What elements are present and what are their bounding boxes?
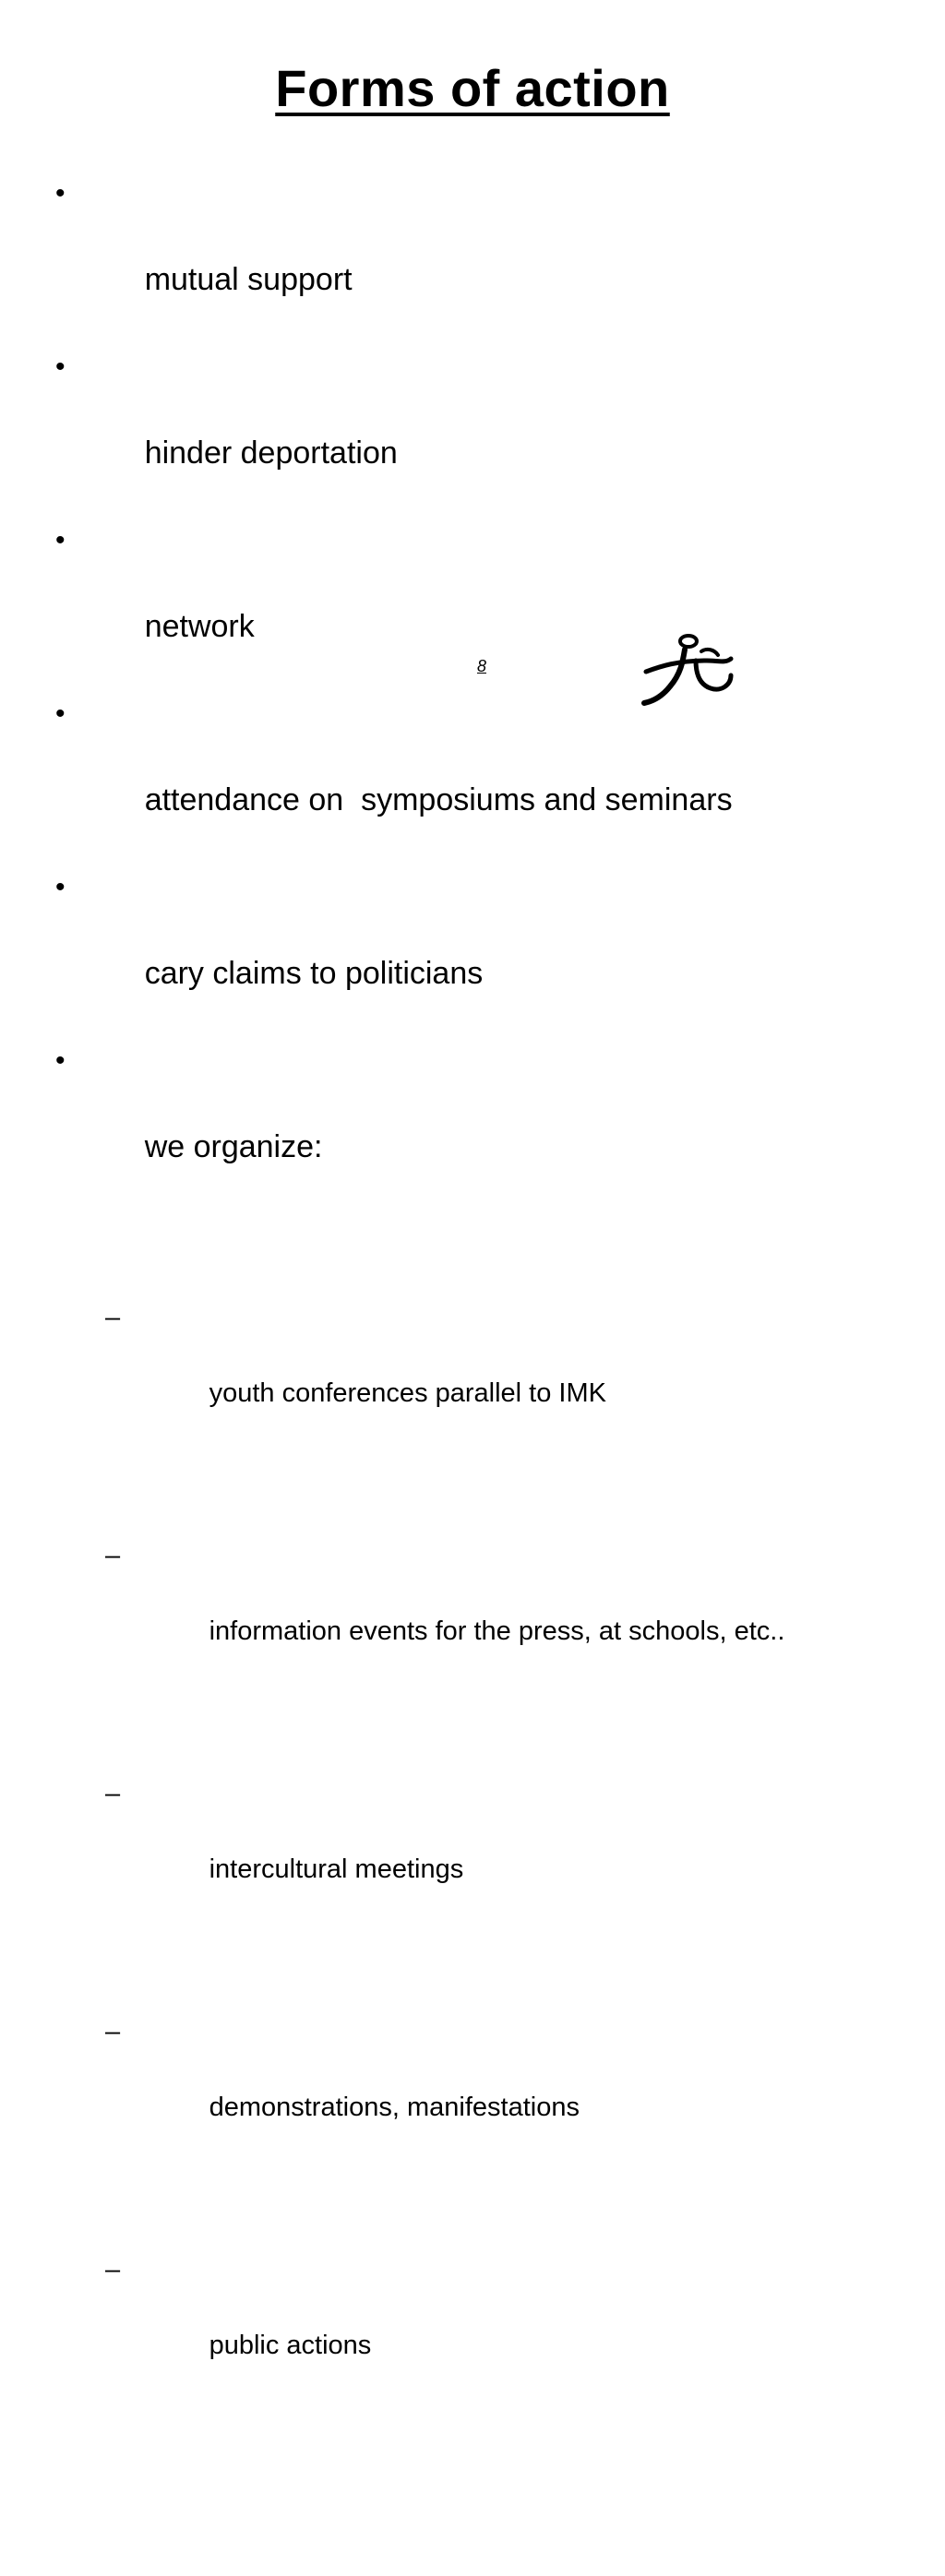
bullet-marker: •	[55, 1045, 66, 1076]
bullet-marker: •	[55, 872, 66, 902]
dash-marker: –	[105, 1779, 121, 1808]
bullet-text: mutual support	[144, 262, 353, 297]
jog-logo-icon	[642, 633, 910, 707]
sub-bullet-text: intercultural meetings	[209, 1854, 464, 1884]
dash-marker: –	[105, 1541, 121, 1570]
list-item	[54, 172, 784, 345]
bullet-text: network	[144, 609, 255, 644]
bullet-text: attendance on symposiums and seminars	[144, 782, 733, 817]
bullet-text: cary claims to politicians	[144, 956, 484, 991]
page-number: 8	[476, 657, 486, 675]
dash-marker: –	[105, 2255, 121, 2284]
dash-marker: –	[105, 2017, 121, 2046]
list-item	[54, 1039, 784, 2576]
list-item	[54, 345, 784, 519]
sub-list-item	[54, 2251, 784, 2403]
slide-title-text: Forms of action	[275, 59, 670, 117]
sub-list-item	[54, 2013, 784, 2165]
sub-bullet-text: public actions	[209, 2331, 372, 2360]
sub-bullet-list	[92, 1212, 784, 2489]
sub-bullet-text: demonstrations, manifestations	[209, 2093, 580, 2122]
list-item	[54, 692, 784, 865]
sub-list-item	[54, 1299, 784, 1450]
bullet-marker: •	[55, 525, 66, 555]
sub-bullet-text: information events for the press, at schools, etc..	[209, 1616, 785, 1646]
dash-marker: –	[105, 1303, 121, 1332]
bullet-marker: •	[55, 698, 66, 729]
bullet-list	[54, 172, 784, 2576]
sub-bullet-text: youth conferences parallel to IMK	[209, 1378, 606, 1408]
sub-list-item	[54, 1775, 784, 1926]
bullet-text: we organize:	[144, 1129, 323, 1164]
list-item	[54, 865, 784, 1039]
slide-title	[0, 57, 945, 120]
bullet-marker: •	[55, 352, 66, 382]
bullet-text: hinder deportation	[144, 435, 398, 471]
sub-list-item	[54, 1537, 784, 1688]
bullet-marker: •	[55, 178, 66, 209]
